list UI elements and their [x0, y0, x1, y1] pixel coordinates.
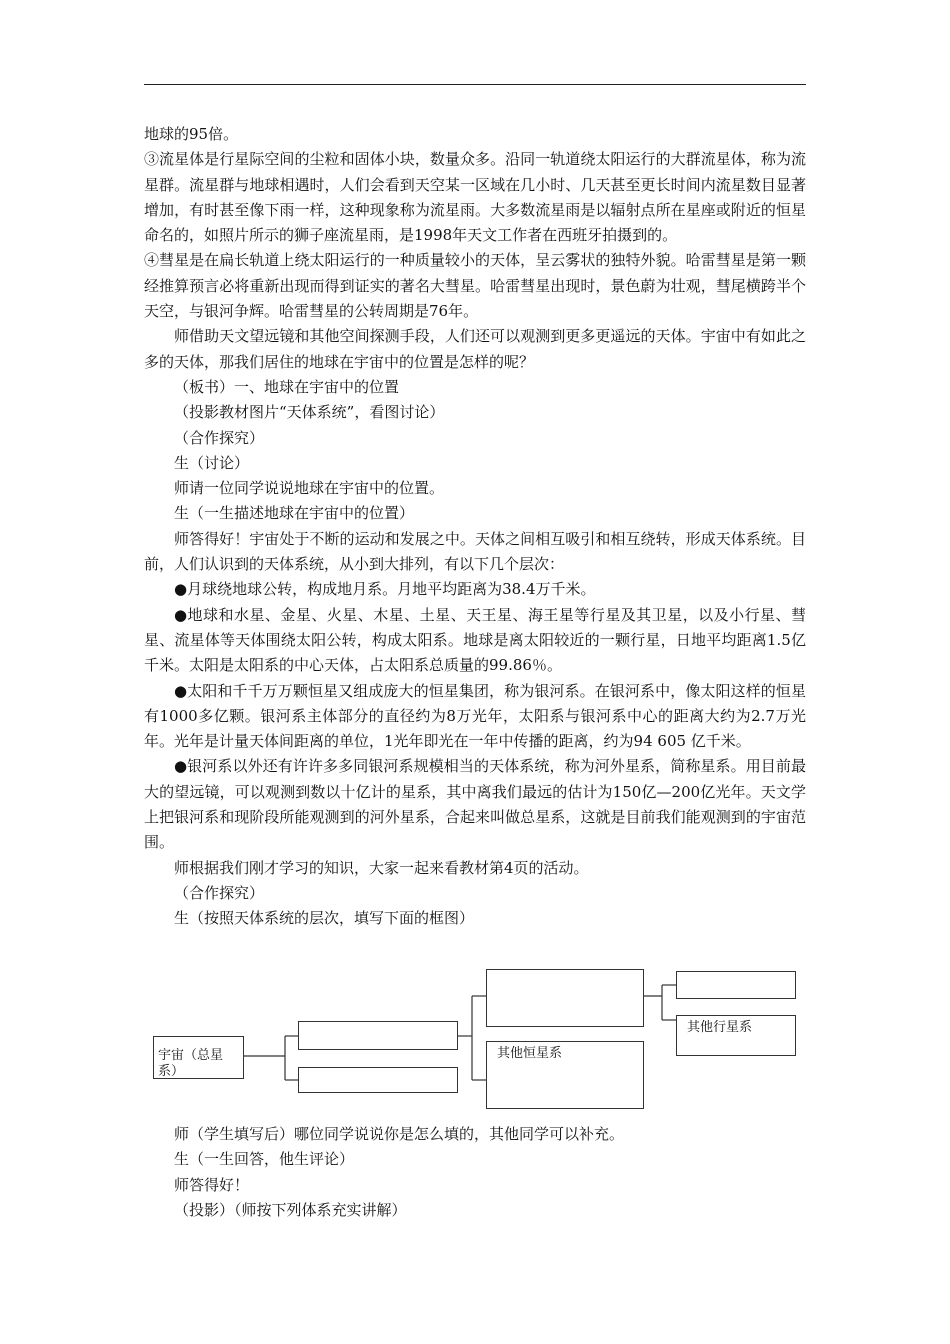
paragraph: ●地球和水星、金星、火星、木星、土星、天王星、海王星等行星及其卫星，以及小行星、彗星、流星体等天体围绕太阳公转，构成太阳系。地球是离太阳较近的一颗行星，日地平均距离1.5亿千米。太阳是太阳系的中心天体，占太阳系总质量的99.86％。 — [144, 605, 806, 675]
paragraph: 师答得好！宇宙处于不断的运动和发展之中。天体之间相互吸引和相互绕转，形成天体系统。目前，人们认识到的天体系统，从小到大排列，有以下几个层次： — [144, 529, 806, 574]
paragraph: （投影）（师按下列体系充实讲解） — [174, 1200, 407, 1219]
paragraph: 生（按照天体系统的层次，填写下面的框图） — [174, 909, 475, 928]
other-star-systems-label: 其他恒星系 — [497, 1046, 563, 1061]
root-label: 宇宙（总星系） — [158, 1048, 224, 1079]
paragraph: ④彗星是在扁长轨道上绕太阳运行的一种质量较小的天体，呈云雾状的独特外貌。哈雷彗星是第一颗经推算预言必将重新出现而得到证实的著名大彗星。哈雷彗星出现时，景色蔚为壮观，彗尾横跨半个天空，与银河争辉。哈雷彗星的公转周期是76年。 — [144, 251, 806, 321]
root-box — [153, 1036, 244, 1079]
other-planet-systems-box — [676, 1015, 796, 1056]
paragraph: （合作探究） — [174, 883, 265, 902]
body-text — [144, 122, 806, 932]
paragraph: ●太阳和千千万万颗恒星又组成庞大的恒星集团，称为银河系。在银河系中，像太阳这样的恒星有1000多亿颗。银河系主体部分的直径约为8万光年，太阳系与银河系中心的距离大约为2.7万光年。光年是计量天体间距离的单位，1光年即光在一年中传播的距离，约为94 605 亿千米。 — [144, 681, 806, 751]
paragraph: （合作探究） — [174, 428, 265, 447]
body-text-after — [144, 1122, 806, 1223]
paragraph: ●月球绕地球公转，构成地月系。月地平均距离为38.4万千米。 — [174, 580, 596, 599]
blank-box-galaxy[interactable] — [298, 1021, 458, 1050]
paragraph: 师请一位同学说说地球在宇宙中的位置。 — [174, 479, 445, 498]
paragraph: 地球的95倍。 — [144, 125, 239, 143]
paragraph: ●银河系以外还有许许多多同银河系规模相当的天体系统，称为河外星系，简称星系。用目前最大的望远镜，可以观测到数以十亿计的星系，其中离我们最远的估计为150亿—200亿光年。天文学上把银河系和现阶段所能观测到的河外星系，合起来叫做总星系，这就是目前我们能观测到的宇宙范围。 — [144, 757, 806, 852]
paragraph: 师根据我们刚才学习的知识，大家一起来看教材第4页的活动。 — [174, 858, 589, 877]
other-star-systems-box — [486, 1041, 644, 1109]
other-planet-systems-label: 其他行星系 — [687, 1020, 753, 1035]
paragraph: （投影教材图片“天体系统”，看图讨论） — [174, 403, 445, 422]
paragraph: 师答得好！ — [174, 1175, 250, 1194]
paragraph: （板书）一、地球在宇宙中的位置 — [174, 377, 400, 396]
paragraph: 师（学生填写后）哪位同学说说你是怎么填的，其他同学可以补充。 — [174, 1125, 625, 1143]
header-rule — [144, 84, 806, 85]
paragraph: ③流星体是行星际空间的尘粒和固体小块，数量众多。沿同一轨道绕太阳运行的大群流星体，称为流星群。流星群与地球相遇时，人们会看到天空某一区域在几小时、几天甚至更长时间内流星数目显著增加，有时甚至像下雨一样，这种现象称为流星雨。大多数流星雨是以辐射点所在星座或附近的恒星命名的，如照片所示的狮子座流星雨，是1998年天文工作者在西班牙拍摄到的。 — [144, 150, 806, 245]
blank-box-earth-moon[interactable] — [676, 971, 796, 999]
paragraph: 师借助天文望远镜和其他空间探测手段，人们还可以观测到更多更遥远的天体。宇宙中有如此之多的天体，那我们居住的地球在宇宙中的位置是怎样的呢？ — [144, 327, 806, 371]
paragraph: 生（讨论） — [174, 453, 250, 472]
paragraph: 生（一生回答，他生评论） — [174, 1150, 355, 1169]
blank-box-solar-system[interactable] — [486, 969, 644, 1027]
blank-box-extragalactic[interactable] — [298, 1067, 458, 1093]
paragraph: 生（一生描述地球在宇宙中的位置） — [174, 504, 415, 523]
